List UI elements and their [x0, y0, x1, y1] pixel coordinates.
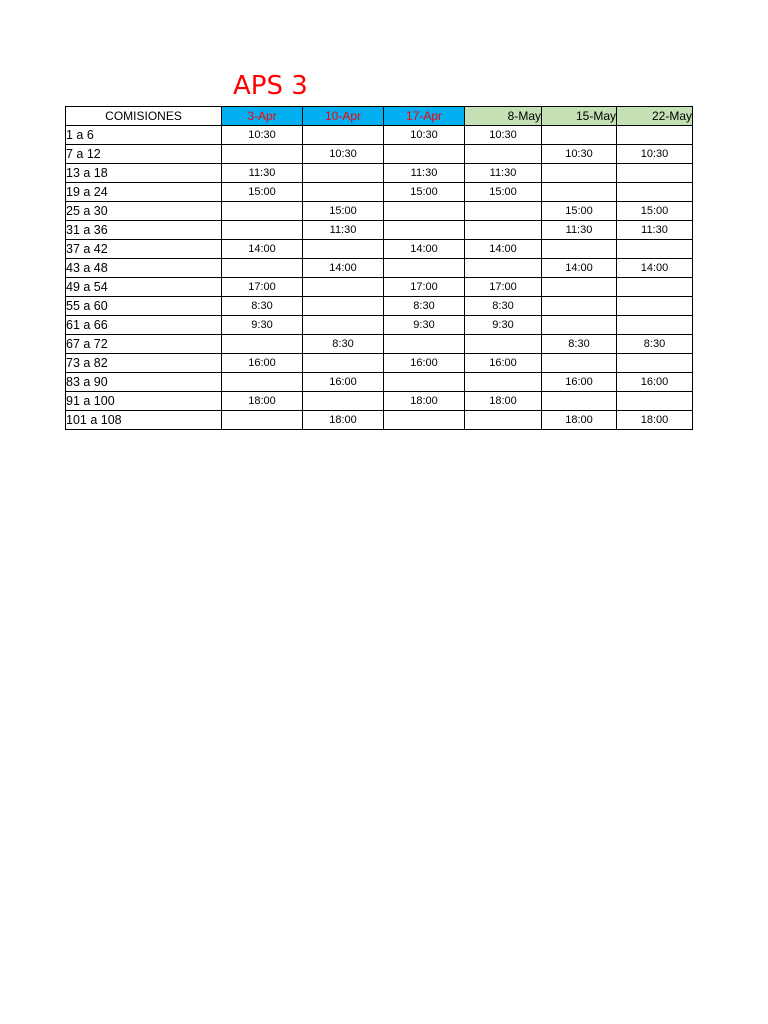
- time-cell[interactable]: [222, 373, 303, 392]
- time-cell[interactable]: [384, 259, 465, 278]
- time-cell[interactable]: [617, 392, 693, 411]
- time-cell[interactable]: [222, 145, 303, 164]
- time-cell[interactable]: 9:30: [222, 316, 303, 335]
- time-cell[interactable]: 18:00: [617, 411, 693, 430]
- time-cell[interactable]: [384, 145, 465, 164]
- time-cell[interactable]: 15:00: [617, 202, 693, 221]
- table-row: [66, 354, 693, 373]
- time-cell[interactable]: 18:00: [303, 411, 384, 430]
- row-label[interactable]: 1 a 6: [66, 126, 222, 145]
- row-label[interactable]: 61 a 66: [66, 316, 222, 335]
- time-cell[interactable]: [542, 278, 617, 297]
- table-row: [66, 183, 693, 202]
- header-date[interactable]: 22-May: [617, 107, 693, 126]
- table-row: [66, 221, 693, 240]
- time-cell[interactable]: [542, 297, 617, 316]
- row-label[interactable]: 49 a 54: [66, 278, 222, 297]
- time-cell[interactable]: [542, 183, 617, 202]
- time-cell[interactable]: 14:00: [617, 259, 693, 278]
- table-row: [66, 392, 693, 411]
- time-cell[interactable]: [465, 335, 542, 354]
- row-label[interactable]: 91 a 100: [66, 392, 222, 411]
- time-cell[interactable]: [303, 183, 384, 202]
- time-cell[interactable]: [303, 316, 384, 335]
- time-cell[interactable]: 14:00: [542, 259, 617, 278]
- header-date[interactable]: 10-Apr: [303, 107, 384, 126]
- row-label[interactable]: 7 a 12: [66, 145, 222, 164]
- time-cell[interactable]: 10:30: [303, 145, 384, 164]
- row-label[interactable]: 43 a 48: [66, 259, 222, 278]
- time-cell[interactable]: [542, 354, 617, 373]
- row-label[interactable]: 55 a 60: [66, 297, 222, 316]
- time-cell[interactable]: 18:00: [384, 392, 465, 411]
- time-cell[interactable]: 10:30: [465, 126, 542, 145]
- table-row: [66, 411, 693, 430]
- header-date[interactable]: 8-May: [465, 107, 542, 126]
- time-cell[interactable]: 14:00: [384, 240, 465, 259]
- time-cell[interactable]: 10:30: [617, 145, 693, 164]
- time-cell[interactable]: [617, 278, 693, 297]
- table-row: [66, 126, 693, 145]
- table-row: [66, 202, 693, 221]
- time-cell[interactable]: 11:30: [617, 221, 693, 240]
- time-cell[interactable]: [617, 164, 693, 183]
- header-date[interactable]: 15-May: [542, 107, 617, 126]
- time-cell[interactable]: [303, 392, 384, 411]
- time-cell[interactable]: [542, 316, 617, 335]
- time-cell[interactable]: 8:30: [465, 297, 542, 316]
- time-cell[interactable]: 11:30: [222, 164, 303, 183]
- time-cell[interactable]: 15:00: [303, 202, 384, 221]
- table-row: [66, 259, 693, 278]
- time-cell[interactable]: [384, 373, 465, 392]
- time-cell[interactable]: 10:30: [384, 126, 465, 145]
- time-cell[interactable]: [384, 221, 465, 240]
- time-cell[interactable]: [465, 411, 542, 430]
- time-cell[interactable]: [617, 183, 693, 202]
- time-cell[interactable]: [222, 411, 303, 430]
- row-label[interactable]: 19 a 24: [66, 183, 222, 202]
- time-cell[interactable]: [303, 240, 384, 259]
- row-label[interactable]: 37 a 42: [66, 240, 222, 259]
- table-row: [66, 297, 693, 316]
- time-cell[interactable]: [303, 297, 384, 316]
- table-row: [66, 278, 693, 297]
- row-label[interactable]: 25 a 30: [66, 202, 222, 221]
- time-cell[interactable]: 15:00: [542, 202, 617, 221]
- time-cell[interactable]: [222, 221, 303, 240]
- time-cell[interactable]: 10:30: [542, 145, 617, 164]
- header-row: [66, 107, 693, 126]
- time-cell[interactable]: 8:30: [542, 335, 617, 354]
- time-cell[interactable]: 16:00: [384, 354, 465, 373]
- time-cell[interactable]: 9:30: [384, 316, 465, 335]
- row-label[interactable]: 13 a 18: [66, 164, 222, 183]
- time-cell[interactable]: 11:30: [384, 164, 465, 183]
- time-cell[interactable]: 8:30: [384, 297, 465, 316]
- time-cell[interactable]: 17:00: [465, 278, 542, 297]
- time-cell[interactable]: 14:00: [303, 259, 384, 278]
- time-cell[interactable]: 18:00: [542, 411, 617, 430]
- time-cell[interactable]: 11:30: [303, 221, 384, 240]
- table-row: [66, 164, 693, 183]
- row-label[interactable]: 31 a 36: [66, 221, 222, 240]
- table-row: [66, 145, 693, 164]
- time-cell[interactable]: [384, 202, 465, 221]
- time-cell[interactable]: [303, 126, 384, 145]
- time-cell[interactable]: [303, 164, 384, 183]
- time-cell[interactable]: [222, 335, 303, 354]
- time-cell[interactable]: 16:00: [465, 354, 542, 373]
- time-cell[interactable]: [542, 240, 617, 259]
- table-row: [66, 335, 693, 354]
- schedule-table: [65, 106, 693, 430]
- time-cell[interactable]: [542, 392, 617, 411]
- time-cell[interactable]: 15:00: [465, 183, 542, 202]
- time-cell[interactable]: 16:00: [222, 354, 303, 373]
- time-cell[interactable]: [542, 126, 617, 145]
- time-cell[interactable]: 8:30: [303, 335, 384, 354]
- time-cell[interactable]: 15:00: [222, 183, 303, 202]
- time-cell[interactable]: [303, 278, 384, 297]
- time-cell[interactable]: 14:00: [222, 240, 303, 259]
- time-cell[interactable]: 17:00: [222, 278, 303, 297]
- row-label[interactable]: 73 a 82: [66, 354, 222, 373]
- time-cell[interactable]: 17:00: [384, 278, 465, 297]
- time-cell[interactable]: 8:30: [617, 335, 693, 354]
- time-cell[interactable]: 14:00: [465, 240, 542, 259]
- header-date[interactable]: 3-Apr: [222, 107, 303, 126]
- time-cell[interactable]: [617, 316, 693, 335]
- table-row: [66, 316, 693, 335]
- time-cell[interactable]: [384, 335, 465, 354]
- time-cell[interactable]: [465, 373, 542, 392]
- time-cell[interactable]: [465, 221, 542, 240]
- time-cell[interactable]: 16:00: [303, 373, 384, 392]
- time-cell[interactable]: [303, 354, 384, 373]
- time-cell[interactable]: 8:30: [222, 297, 303, 316]
- row-label[interactable]: 101 a 108: [66, 411, 222, 430]
- time-cell[interactable]: 18:00: [465, 392, 542, 411]
- table-row: [66, 373, 693, 392]
- row-label[interactable]: 83 a 90: [66, 373, 222, 392]
- time-cell[interactable]: [222, 259, 303, 278]
- time-cell[interactable]: 9:30: [465, 316, 542, 335]
- time-cell[interactable]: [617, 240, 693, 259]
- time-cell[interactable]: [465, 145, 542, 164]
- time-cell[interactable]: [465, 202, 542, 221]
- time-cell[interactable]: 16:00: [617, 373, 693, 392]
- table-row: [66, 240, 693, 259]
- header-date[interactable]: 17-Apr: [384, 107, 465, 126]
- time-cell[interactable]: 18:00: [222, 392, 303, 411]
- time-cell[interactable]: 11:30: [465, 164, 542, 183]
- time-cell[interactable]: 16:00: [542, 373, 617, 392]
- time-cell[interactable]: [465, 259, 542, 278]
- row-label[interactable]: 67 a 72: [66, 335, 222, 354]
- time-cell[interactable]: [617, 126, 693, 145]
- header-comisiones[interactable]: COMISIONES: [66, 107, 222, 126]
- time-cell[interactable]: [222, 202, 303, 221]
- time-cell[interactable]: [384, 411, 465, 430]
- page-title: APS 3: [233, 71, 308, 101]
- time-cell[interactable]: 11:30: [542, 221, 617, 240]
- time-cell[interactable]: [617, 354, 693, 373]
- time-cell[interactable]: 10:30: [222, 126, 303, 145]
- time-cell[interactable]: [542, 164, 617, 183]
- time-cell[interactable]: [617, 297, 693, 316]
- time-cell[interactable]: 15:00: [384, 183, 465, 202]
